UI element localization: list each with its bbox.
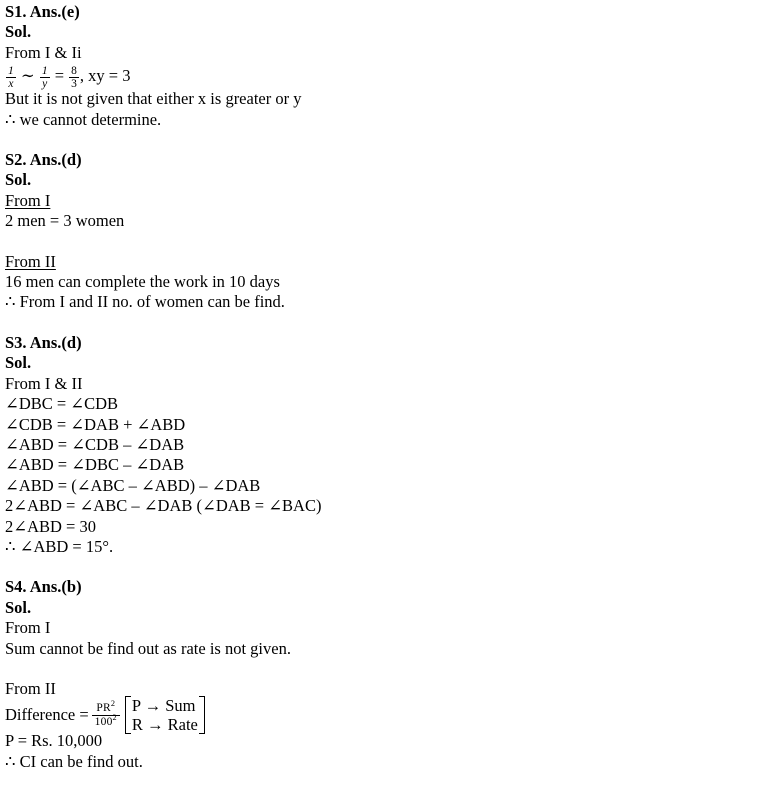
statement-spacer [5,232,758,252]
fraction-one-over-y [40,65,50,90]
denominator-base: 100 [94,715,113,728]
solution-block-s2 [5,150,758,313]
solution-line-s1-conclusion: ∴ we cannot determine. [5,109,162,129]
solution-line-s3-eq-2: ∠CDB = ∠DAB + ∠ABD [5,414,186,434]
fraction-numerator: 1 [8,64,14,77]
section-spacer [5,313,758,333]
fraction-eight-over-three [69,65,79,90]
equation-operator-tilde: ∼ [20,66,35,86]
solution-line-s3-eq-4: ∠ABD = ∠DBC – ∠DAB [5,455,185,475]
statement-label-s2-from-1 [5,191,758,211]
underlined-label: From I [5,190,51,210]
fraction-numerator: 8 [71,64,77,77]
equation-equals-sign: = [54,66,65,86]
solution-line-s3-eq-5: ∠ABD = (∠ABC – ∠ABD) – ∠DAB [5,475,261,495]
solution-line-s2-statement-1: 2 men = 3 women [5,211,125,231]
solution-block-s3 [5,333,758,557]
equation-s1 [5,63,758,89]
solution-line-s2-statement-2: 16 men can complete the work in 10 days [5,272,280,292]
equation-tail-xy: , xy = 3 [79,66,131,86]
solution-heading-s1: S1. Ans.(e) [5,2,80,21]
solution-heading-s3: S3. Ans.(d) [5,332,82,352]
numerator-base: PR [96,702,111,715]
statement-label-s4-from-1: From I [5,618,51,638]
solution-line-s4-conclusion: ∴ CI can be find out. [5,751,143,771]
bracket-right [199,696,205,734]
solution-block-s1 [5,2,758,130]
sol-label-s2: Sol. [5,170,32,190]
bracket-rows [131,696,199,734]
underlined-label: From II [5,251,56,271]
solution-line-s3-eq-3: ∠ABD = ∠CDB – ∠DAB [5,434,185,454]
solution-line-s1-from: From I & Ii [5,42,82,62]
fraction-denominator: y [42,77,48,90]
fraction-denominator: 3 [71,77,77,90]
legend-row-r: R → Rate [131,715,198,735]
formula-label: Difference = [5,705,89,725]
solution-line-s3-eq-1: ∠DBC = ∠CDB [5,394,119,414]
formula-difference [5,696,758,735]
numerator-exponent: 2 [110,699,116,709]
solution-line-s3-from: From I & II [5,373,83,393]
sol-label-s4: Sol. [5,597,32,617]
legend-bracket [125,696,205,734]
sol-label-s1: Sol. [5,22,32,42]
solution-line-s2-conclusion: ∴ From I and II no. of women can be find. [5,292,285,312]
section-spacer [5,557,758,577]
solution-heading-s4: S4. Ans.(b) [5,577,82,597]
section-spacer [5,130,758,150]
sol-label-s3: Sol. [5,353,32,373]
statement-label-s2-from-2 [5,252,758,272]
solution-line-s1-note: But it is not given that either x is greater or y [5,89,302,109]
fraction-denominator: x [8,77,14,90]
solution-line-s3-eq-6: 2∠ABD = ∠ABC – ∠DAB (∠DAB = ∠BAC) [5,496,322,516]
statement-label-s4-from-2: From II [5,678,56,698]
fraction-pr2-over-1002 [92,699,120,728]
solution-line-s3-eq-7: 2∠ABD = 30 [5,516,96,536]
statement-spacer [5,659,758,679]
solution-line-s4-statement-1: Sum cannot be find out as rate is not given. [5,638,291,658]
solution-block-s4 [5,577,758,772]
solution-heading-s2: S2. Ans.(d) [5,150,82,170]
denominator-exponent: 2 [112,713,117,723]
solution-line-s4-principal: P = Rs. 10,000 [5,731,103,751]
fraction-denominator [92,713,120,729]
legend-row-p: P → Sum [131,696,196,716]
solution-line-s3-conclusion: ∴ ∠ABD = 15°. [5,536,114,556]
fraction-numerator: 1 [41,64,48,77]
fraction-one-over-x [6,65,16,90]
